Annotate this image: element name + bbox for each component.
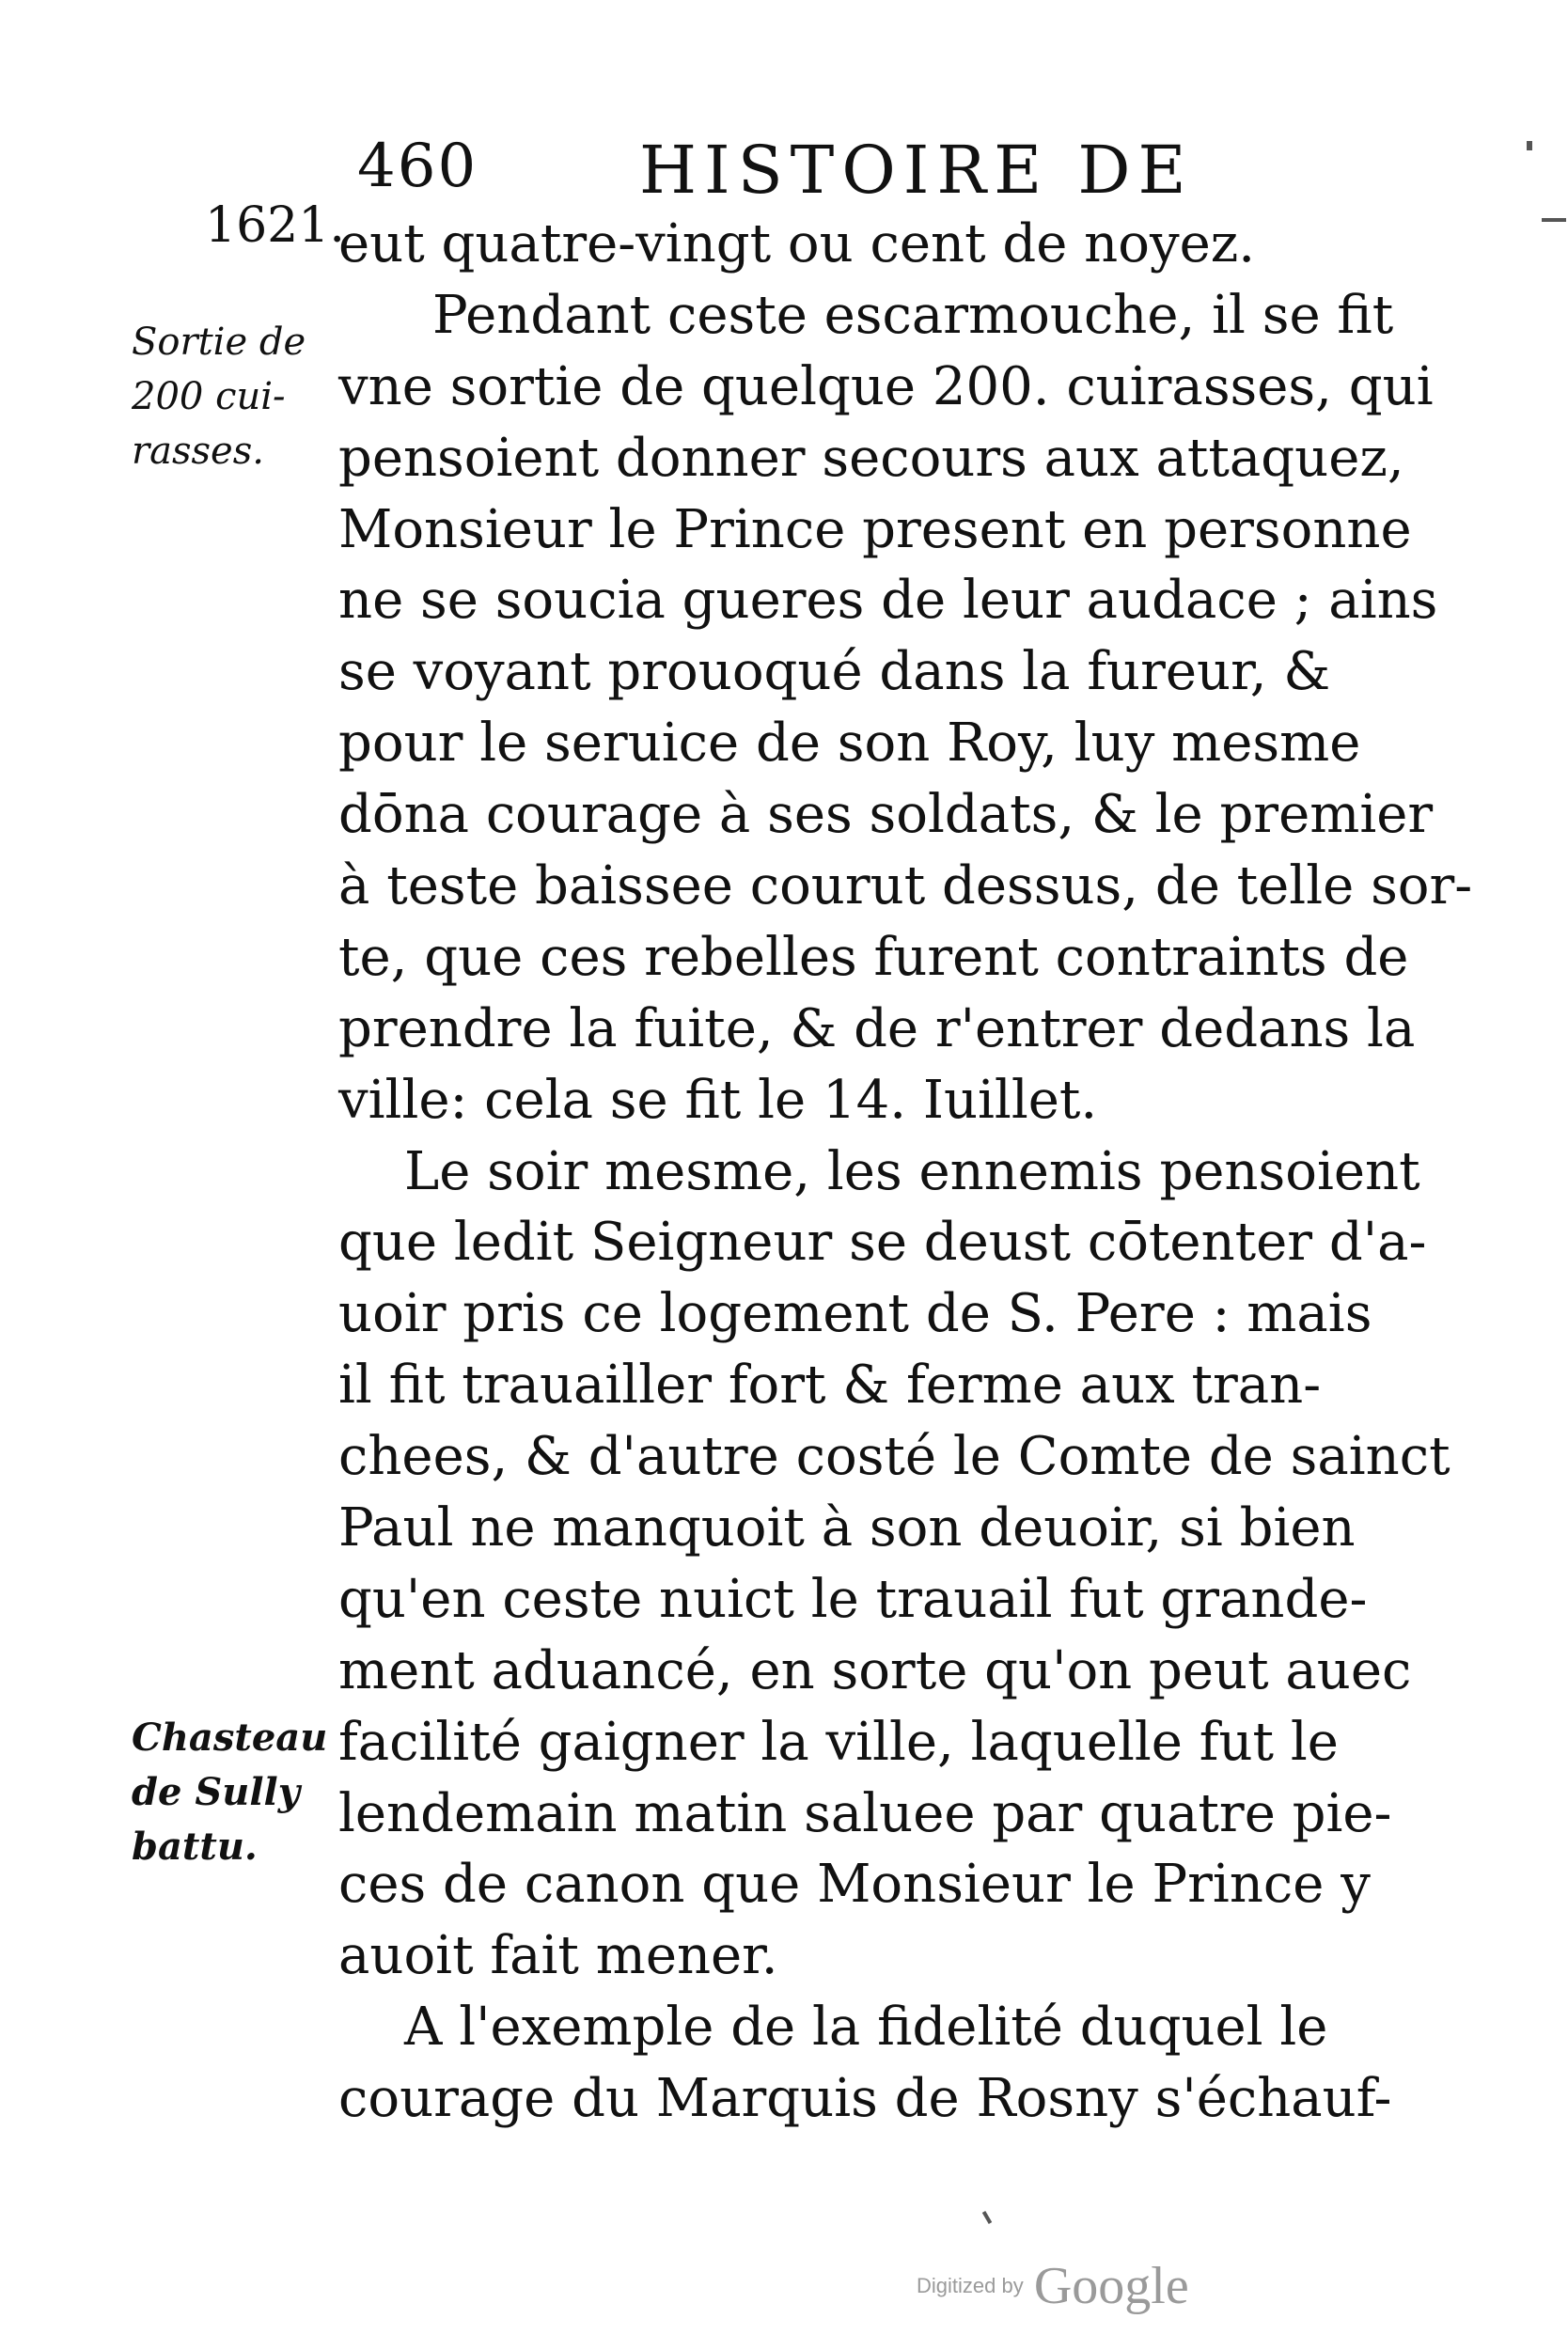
- text-line: Pendant ceste escarmouche, il se fit: [432, 284, 1394, 346]
- text-line: se voyant prouoqué dans la fureur, &: [338, 641, 1331, 703]
- margin-note-line: de Sully: [132, 1770, 300, 1814]
- page-header: [357, 132, 1203, 216]
- scan-mark: [982, 2211, 992, 2224]
- scan-mark: [1527, 141, 1532, 150]
- text-line: eut quatre-vingt ou cent de noyez.: [338, 213, 1256, 274]
- google-wordmark: Google: [1033, 2257, 1189, 2315]
- digitization-credit: [917, 2256, 1189, 2316]
- page-number: 460: [357, 132, 478, 201]
- margin-note-chasteau: [132, 1711, 327, 1874]
- text-line: te, que ces rebelles furent contraints de: [338, 926, 1409, 988]
- text-line: que ledit Seigneur se deust cōtenter d'a-: [338, 1212, 1427, 1274]
- text-line: ces de canon que Monsieur le Prince y: [338, 1854, 1371, 1916]
- margin-note-sortie: [132, 315, 306, 478]
- margin-note-line: rasses.: [132, 430, 264, 473]
- running-title: HISTOIRE DE: [639, 132, 1194, 209]
- text-line: pour le seruice de son Roy, luy mesme: [338, 713, 1361, 775]
- text-line: A l'exemple de la fidelité duquel le: [404, 1997, 1328, 2059]
- text-line: ville: cela se fit le 14. Iuillet.: [338, 1069, 1098, 1131]
- text-line: ment aduancé, en sorte qu'on peut auec: [338, 1639, 1412, 1701]
- text-line: à teste baissee courut dessus, de telle sor-: [338, 855, 1473, 917]
- digitized-by-label: Digitized by: [917, 2274, 1024, 2297]
- text-line: il fit trauailler fort & ferme aux tran-: [338, 1355, 1322, 1417]
- text-line: chees, & d'autre costé le Comte de sainct: [338, 1426, 1450, 1488]
- margin-note-line: 200 cui-: [132, 375, 286, 418]
- text-line: Le soir mesme, les ennemis pensoient: [404, 1140, 1420, 1202]
- text-line: qu'en ceste nuict le trauail fut grande-: [338, 1568, 1368, 1630]
- text-line: vne sortie de quelque 200. cuirasses, qui: [338, 355, 1434, 417]
- text-line: Paul ne manquoit à son deuoir, si bien: [338, 1497, 1356, 1559]
- text-line: Monsieur le Prince present en personne: [338, 498, 1412, 560]
- text-line: prendre la fuite, & de r'entrer dedans la: [338, 997, 1416, 1059]
- text-line: dōna courage à ses soldats, & le premier: [338, 784, 1434, 846]
- text-line: facilité gaigner la ville, laquelle fut le: [338, 1711, 1339, 1773]
- text-line: courage du Marquis de Rosny s'échauf-: [338, 2068, 1392, 2130]
- body-text: [338, 209, 1473, 2135]
- margin-note-line: Chasteau: [132, 1716, 328, 1760]
- text-line: auoit fait mener.: [338, 1925, 778, 1987]
- text-line: pensoient donner secours aux attaquez,: [338, 427, 1404, 489]
- scan-mark: [1542, 218, 1566, 222]
- year-marginal: 1621.: [205, 197, 345, 254]
- margin-note-line: battu.: [132, 1825, 258, 1869]
- text-line: lendemain matin saluee par quatre pie-: [338, 1782, 1392, 1844]
- margin-note-line: Sortie de: [132, 321, 306, 364]
- text-line: uoir pris ce logement de S. Pere : mais: [338, 1283, 1372, 1345]
- text-line: ne se soucia gueres de leur audace ; ains: [338, 570, 1438, 632]
